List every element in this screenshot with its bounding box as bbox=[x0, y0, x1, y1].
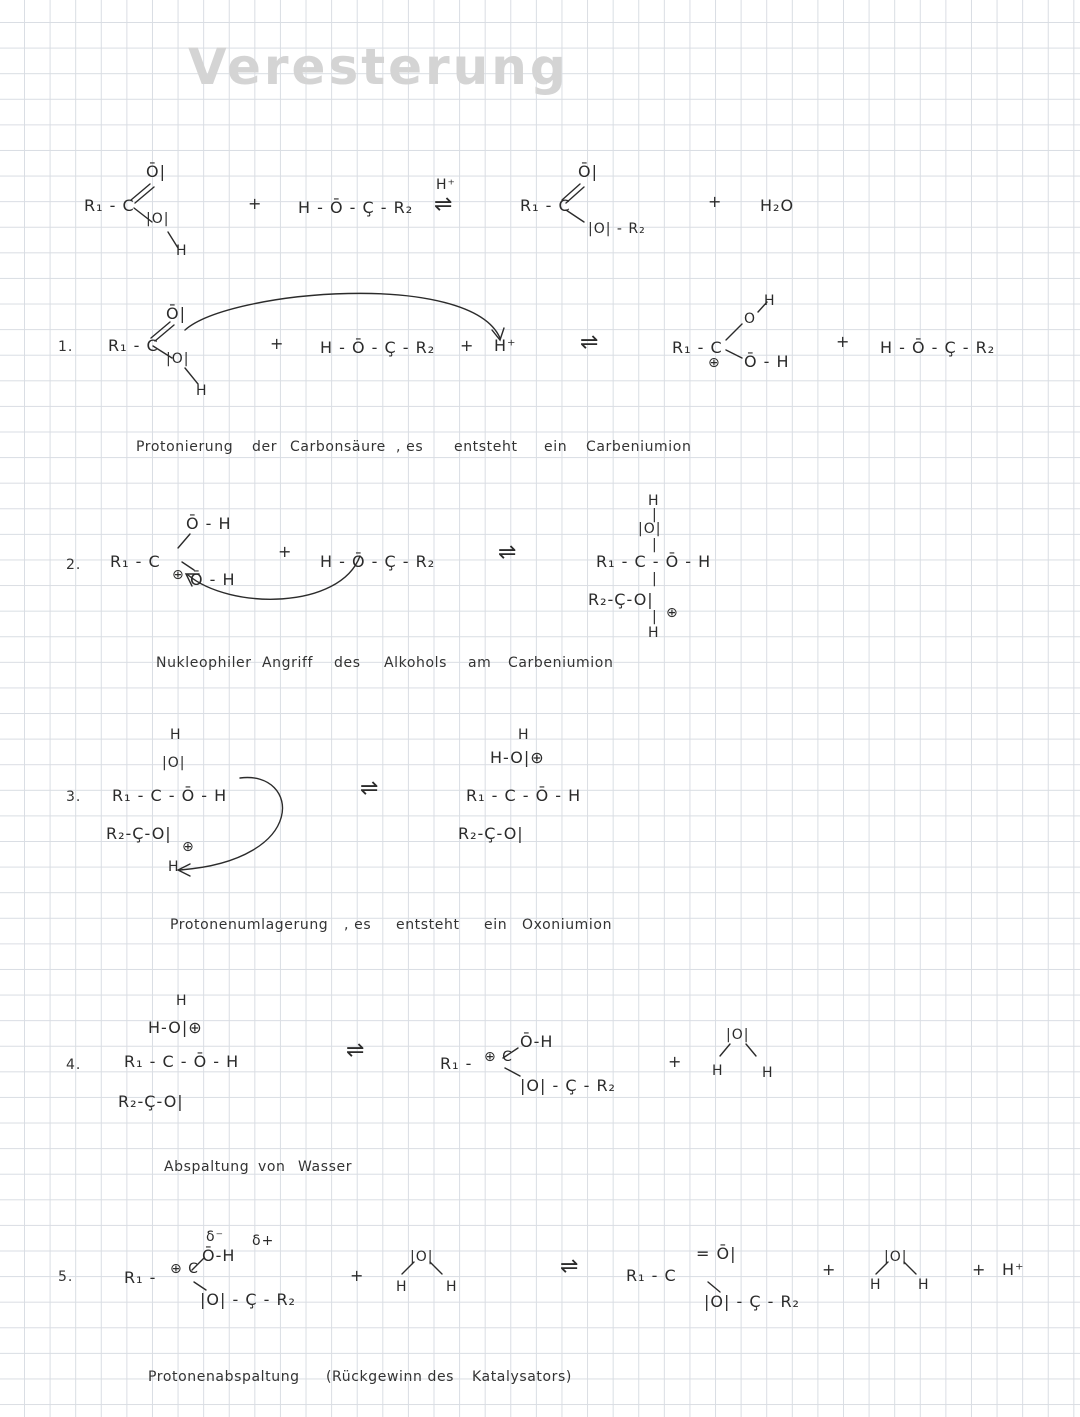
water-o: |O| bbox=[884, 1249, 908, 1265]
product-r2: R₂-Ç-O| bbox=[588, 590, 654, 609]
acid-r1c: R₁ - C bbox=[108, 336, 159, 355]
delta-minus: δ⁻ bbox=[206, 1229, 224, 1245]
mechanism-arrow-head bbox=[178, 864, 190, 876]
bond-c-o bbox=[505, 1068, 520, 1076]
product-top-h: H bbox=[648, 493, 660, 509]
step-number: 2. bbox=[66, 557, 82, 573]
caption-word: Carbeniumion bbox=[586, 439, 692, 455]
product-oh-bottom: Ō - H bbox=[744, 352, 790, 371]
reactant-oxonium: H-O|⊕ bbox=[148, 1018, 203, 1037]
caption-word: Carbonsäure bbox=[290, 439, 386, 455]
product-top-h: H bbox=[518, 727, 530, 743]
plus: + bbox=[248, 194, 263, 213]
product-oxonium: H-O|⊕ bbox=[490, 748, 545, 767]
reactant-r2: R₂-Ç-O| bbox=[106, 824, 172, 843]
positive-charge: ⊕ bbox=[182, 839, 195, 855]
caption-word: , es bbox=[396, 439, 424, 455]
product-bottom-bond: | bbox=[652, 609, 658, 625]
caption-word: Alkohols bbox=[384, 655, 448, 671]
acid-h: H bbox=[196, 383, 208, 399]
step-number: 4. bbox=[66, 1057, 82, 1073]
caption-word: Protonenabspaltung bbox=[148, 1369, 300, 1385]
product-bottom-h: H bbox=[648, 625, 660, 641]
acid-o-double: Ō| bbox=[146, 162, 166, 181]
caption-word: Abspaltung bbox=[164, 1159, 250, 1175]
reactant-center: R₁ - C - Ō - H bbox=[124, 1052, 240, 1071]
acid-o-single: |O| bbox=[146, 211, 170, 227]
caption-word: , es bbox=[344, 917, 372, 933]
caption-word: entsteht bbox=[454, 439, 518, 455]
caption-word: des bbox=[334, 655, 361, 671]
caption-word: Angriff bbox=[262, 655, 314, 671]
caption-word: Protonenumlagerung bbox=[170, 917, 329, 933]
page-title: Veresterung bbox=[188, 38, 569, 96]
equilibrium-arrow: ⇌ bbox=[360, 776, 380, 801]
caption-word: am bbox=[468, 655, 492, 671]
reactant-bottom-h: H bbox=[168, 859, 180, 875]
product-center: R₁ - C - Ō - H bbox=[596, 552, 712, 571]
product-center: R₁ - C - Ō - H bbox=[466, 786, 582, 805]
ester-o-double: = Ō| bbox=[696, 1244, 737, 1263]
reactant-carbon: ⊕ C bbox=[170, 1261, 199, 1277]
water-h: H bbox=[870, 1277, 882, 1293]
catalyst-label: H⁺ bbox=[436, 177, 456, 193]
water-h: H bbox=[918, 1277, 930, 1293]
product-top-bond: | bbox=[652, 507, 658, 523]
bond-c-o bbox=[178, 534, 190, 548]
acid-o-single: |O| bbox=[166, 351, 190, 367]
product-oh: Ō-H bbox=[520, 1032, 554, 1051]
caption-word: Wasser bbox=[298, 1159, 353, 1175]
product-top-o: |O| bbox=[638, 521, 662, 537]
positive-charge: ⊕ bbox=[708, 355, 721, 371]
product-o-top: O bbox=[744, 311, 757, 327]
water-h: H bbox=[762, 1065, 774, 1081]
plus: + bbox=[350, 1266, 365, 1285]
equilibrium-arrow: ⇌ bbox=[560, 1254, 580, 1279]
bond-o-h bbox=[720, 1044, 756, 1056]
water-o: |O| bbox=[410, 1249, 434, 1265]
alcohol: H - Ō - Ç - R₂ bbox=[320, 552, 436, 571]
ester-or2: |O| - Ç - R₂ bbox=[704, 1292, 800, 1311]
alcohol: H - Ō - Ç - R₂ bbox=[320, 338, 436, 357]
ester-o-r2: |O| - R₂ bbox=[588, 221, 646, 237]
acid-h: H bbox=[176, 243, 188, 259]
proton: H⁺ bbox=[494, 336, 517, 355]
product-h-top: H bbox=[764, 293, 776, 309]
plus: + bbox=[972, 1260, 987, 1279]
water: H₂O bbox=[760, 196, 795, 215]
product-carbon: ⊕ C bbox=[484, 1049, 513, 1065]
bond-o-h bbox=[185, 368, 198, 384]
caption-word: der bbox=[252, 439, 278, 455]
water-o: |O| bbox=[726, 1027, 750, 1043]
product-r2: R₂-Ç-O| bbox=[458, 824, 524, 843]
plus: + bbox=[836, 332, 851, 351]
plus: + bbox=[708, 192, 723, 211]
step-number: 5. bbox=[58, 1269, 74, 1285]
ester-o-double: Ō| bbox=[578, 162, 598, 181]
reactant-oh-bottom: Ō - H bbox=[190, 570, 236, 589]
product-mid-bond: | bbox=[652, 537, 658, 553]
reactant-top-h: H bbox=[170, 727, 182, 743]
caption-word: ein bbox=[484, 917, 508, 933]
caption-word: (Rückgewinn des bbox=[326, 1369, 455, 1385]
water-h: H bbox=[446, 1279, 458, 1295]
positive-charge: ⊕ bbox=[666, 605, 679, 621]
reactant-oh: Ō-H bbox=[202, 1246, 236, 1265]
reactant-top-h: H bbox=[176, 993, 188, 1009]
equilibrium-arrow: ⇌ bbox=[580, 330, 600, 355]
bond-c-o bbox=[726, 324, 742, 340]
ester-r1c: R₁ - C bbox=[520, 196, 571, 215]
mechanism-arrow bbox=[185, 293, 500, 338]
bond-c-o bbox=[194, 1282, 206, 1290]
product-r1c: R₁ - C bbox=[672, 338, 723, 357]
caption-word: entsteht bbox=[396, 917, 460, 933]
caption-word: Oxoniumion bbox=[522, 917, 613, 933]
equilibrium-arrow: ⇌ bbox=[434, 192, 454, 217]
caption-word: Protonierung bbox=[136, 439, 234, 455]
positive-charge: ⊕ bbox=[172, 567, 185, 583]
ester-r1c: R₁ - C bbox=[626, 1266, 677, 1285]
proton: H⁺ bbox=[1002, 1260, 1025, 1279]
reactant-or2: |O| - Ç - R₂ bbox=[200, 1290, 296, 1309]
caption-word: ein bbox=[544, 439, 568, 455]
step-number: 1. bbox=[58, 339, 74, 355]
acid-r1c: R₁ - C bbox=[84, 196, 135, 215]
product-down-bond: | bbox=[652, 571, 658, 587]
caption-word: Katalysators) bbox=[472, 1369, 572, 1385]
reactant-r1: R₁ - bbox=[124, 1268, 157, 1287]
plus: + bbox=[460, 336, 475, 355]
product-r1: R₁ - bbox=[440, 1054, 473, 1073]
delta-plus: δ+ bbox=[252, 1233, 275, 1249]
equilibrium-arrow: ⇌ bbox=[498, 540, 518, 565]
reactant-center: R₁ - C - Ō - H bbox=[112, 786, 228, 805]
step-number: 3. bbox=[66, 789, 82, 805]
product-or2: |O| - Ç - R₂ bbox=[520, 1076, 616, 1095]
caption-word: Carbeniumion bbox=[508, 655, 614, 671]
bond-c-o bbox=[708, 1282, 720, 1292]
reactant-top-o: |O| bbox=[162, 755, 186, 771]
caption-word: von bbox=[258, 1159, 286, 1175]
plus: + bbox=[822, 1260, 837, 1279]
alcohol: H - Ō - Ç - R₂ bbox=[880, 338, 996, 357]
bond-c-o bbox=[726, 350, 742, 358]
acid-o-double: Ō| bbox=[166, 304, 186, 323]
reactant-r1c: R₁ - C bbox=[110, 552, 161, 571]
water-h: H bbox=[396, 1279, 408, 1295]
reactant-oh-top: Ō - H bbox=[186, 514, 232, 533]
equilibrium-arrow: ⇌ bbox=[346, 1038, 366, 1063]
reactant-r2: R₂-Ç-O| bbox=[118, 1092, 184, 1111]
caption-word: Nukleophiler bbox=[156, 655, 252, 671]
plus: + bbox=[278, 542, 293, 561]
alcohol: H - Ō - Ç - R₂ bbox=[298, 198, 414, 217]
water-h: H bbox=[712, 1063, 724, 1079]
plus: + bbox=[668, 1052, 683, 1071]
plus: + bbox=[270, 334, 285, 353]
